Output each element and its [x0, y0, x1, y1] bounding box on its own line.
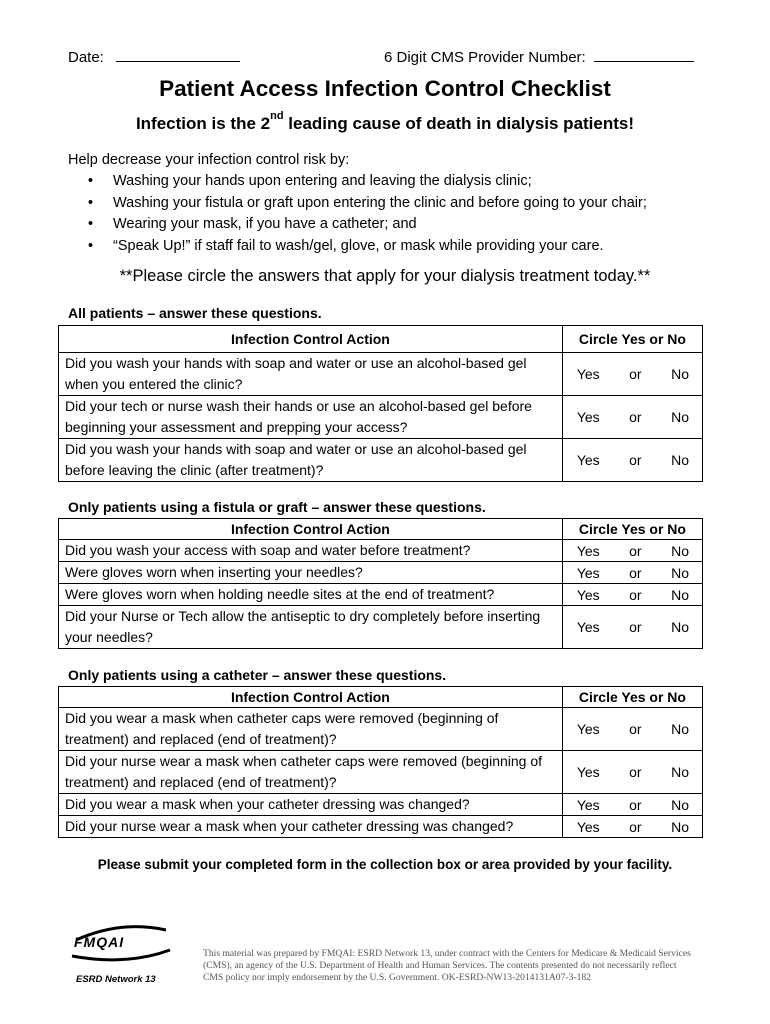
- yes-option[interactable]: Yes: [576, 586, 600, 603]
- question-text: Did you wash your hands with soap and water or use an alcohol-based gel when you entered the clinic?: [59, 353, 563, 396]
- table-row: [59, 540, 703, 562]
- question-text: Were gloves worn when inserting your needles?: [59, 562, 563, 584]
- list-item: [88, 171, 647, 193]
- yes-option[interactable]: Yes: [576, 818, 600, 835]
- or-text: or: [629, 542, 642, 559]
- section-heading-all-patients: All patients – answer these questions.: [68, 305, 322, 321]
- table-row: [59, 794, 703, 816]
- or-text: or: [629, 586, 642, 603]
- column-header-answer: Circle Yes or No: [562, 326, 702, 353]
- cms-provider-field[interactable]: [384, 47, 694, 66]
- page-title: Patient Access Infection Control Checklist: [159, 76, 611, 101]
- no-option[interactable]: No: [671, 586, 689, 603]
- bullet-icon: •: [88, 173, 94, 189]
- bullet-icon: •: [88, 194, 94, 211]
- or-text: or: [629, 564, 642, 581]
- column-header-answer: Circle Yes or No: [562, 687, 702, 708]
- help-intro: Help decrease your infection control risk by:: [68, 152, 350, 168]
- bullet-icon: •: [88, 216, 94, 232]
- yes-option[interactable]: Yes: [576, 619, 600, 635]
- list-item-text: Wearing your mask, if you have a catheter; and: [113, 216, 417, 232]
- table-row: [59, 584, 703, 606]
- all-patients-table: [58, 325, 703, 482]
- answer-cell: [562, 816, 702, 838]
- page-subtitle: [0, 110, 770, 134]
- yes-option[interactable]: Yes: [576, 796, 600, 813]
- cms-provider-label: 6 Digit CMS Provider Number:: [384, 49, 586, 66]
- fmqai-logo: [66, 920, 176, 990]
- subtitle-start: Infection is the 2: [135, 114, 271, 133]
- answer-cell: [562, 562, 702, 584]
- cms-provider-blank[interactable]: [594, 47, 694, 62]
- list-item: [88, 193, 647, 215]
- list-item: [88, 236, 647, 258]
- date-label: Date:: [68, 49, 104, 66]
- yes-option[interactable]: Yes: [576, 409, 600, 425]
- yes-option[interactable]: Yes: [576, 564, 600, 581]
- yes-option[interactable]: Yes: [576, 366, 600, 382]
- or-text: or: [629, 764, 642, 780]
- column-header-action: Infection Control Action: [59, 687, 563, 708]
- table-row: [59, 708, 703, 751]
- table-header-row: [59, 687, 703, 708]
- subtitle-end: leading cause of death in dialysis patients!: [283, 114, 635, 133]
- table-row: [59, 396, 703, 439]
- table-row: [59, 751, 703, 794]
- column-header-action: Infection Control Action: [59, 326, 563, 353]
- list-item-text: Washing your hands upon entering and leaving the dialysis clinic;: [113, 173, 532, 189]
- answer-cell: [562, 708, 702, 751]
- question-text: Did you wash your access with soap and water before treatment?: [59, 540, 563, 562]
- logo-wordmark: FMQAI: [74, 934, 125, 950]
- answer-cell: [562, 540, 702, 562]
- no-option[interactable]: No: [671, 721, 689, 737]
- table-row: [59, 606, 703, 649]
- date-blank[interactable]: [116, 47, 240, 62]
- list-item-text: Washing your fistula or graft upon entering the clinic and before going to your chair;: [113, 194, 647, 211]
- disclaimer-text: This material was prepared by FMQAI: ESRD Network 13, under contract with the Centers for Medicare & Medicaid Services (CMS), an agency of the U.S. Department of Health and Human Services. The contents presented do not necessarily reflect CMS policy nor imply endorsement by the U.S. Government. OK-ESRD-NW13-2014131A07-3-182: [203, 948, 691, 983]
- question-text: Did you wash your hands with soap and water or use an alcohol-based gel before leaving the clinic (after treatment)?: [59, 439, 563, 482]
- or-text: or: [629, 409, 642, 425]
- no-option[interactable]: No: [671, 764, 689, 780]
- list-item-text: “Speak Up!” if staff fail to wash/gel, glove, or mask while providing your care.: [113, 237, 604, 254]
- table-row: [59, 562, 703, 584]
- answer-cell: [562, 584, 702, 606]
- no-option[interactable]: No: [671, 409, 689, 425]
- yes-option[interactable]: Yes: [576, 764, 600, 780]
- or-text: or: [629, 721, 642, 737]
- submit-note: Please submit your completed form in the collection box or area provided by your facility.: [97, 857, 673, 872]
- or-text: or: [629, 452, 642, 468]
- circle-instruction: **Please circle the answers that apply for your dialysis treatment today.**: [119, 267, 651, 285]
- or-text: or: [629, 818, 642, 835]
- no-option[interactable]: No: [671, 564, 689, 581]
- no-option[interactable]: No: [671, 796, 689, 813]
- answer-cell: [562, 606, 702, 649]
- form-header: [68, 47, 704, 67]
- yes-option[interactable]: Yes: [576, 542, 600, 559]
- question-text: Were gloves worn when holding needle sites at the end of treatment?: [59, 584, 563, 606]
- yes-option[interactable]: Yes: [576, 452, 600, 468]
- or-text: or: [629, 796, 642, 813]
- answer-cell: [562, 794, 702, 816]
- yes-option[interactable]: Yes: [576, 721, 600, 737]
- no-option[interactable]: No: [671, 366, 689, 382]
- no-option[interactable]: No: [671, 619, 689, 635]
- question-text: Did you wear a mask when your catheter dressing was changed?: [59, 794, 563, 816]
- section-heading-fistula-graft: Only patients using a fistula or graft – answer these questions.: [68, 499, 486, 515]
- no-option[interactable]: No: [671, 452, 689, 468]
- answer-cell: [562, 396, 702, 439]
- section-heading-catheter: Only patients using a catheter – answer these questions.: [68, 667, 447, 683]
- question-text: Did your Nurse or Tech allow the antiseptic to dry completely before inserting your needles?: [59, 606, 563, 649]
- table-header-row: [59, 519, 703, 540]
- table-row: [59, 353, 703, 396]
- question-text: Did your nurse wear a mask when your catheter dressing was changed?: [59, 816, 563, 838]
- or-text: or: [629, 366, 642, 382]
- answer-cell: [562, 751, 702, 794]
- catheter-table: [58, 686, 703, 838]
- question-text: Did you wear a mask when catheter caps were removed (beginning of treatment) and replaced (end of treatment)?: [59, 708, 563, 751]
- question-text: Did your tech or nurse wash their hands or use an alcohol-based gel before beginning your assessment and prepping your access?: [59, 396, 563, 439]
- column-header-action: Infection Control Action: [59, 519, 563, 540]
- column-header-answer: Circle Yes or No: [562, 519, 702, 540]
- fistula-graft-table: [58, 518, 703, 649]
- subtitle-superscript: nd: [270, 110, 284, 122]
- question-text: Did your nurse wear a mask when catheter caps were removed (beginning of treatment) and replaced (end of treatment)?: [59, 751, 563, 794]
- date-field[interactable]: [68, 47, 240, 66]
- answer-cell: [562, 353, 702, 396]
- table-row: [59, 439, 703, 482]
- answer-cell: [562, 439, 702, 482]
- table-row: [59, 816, 703, 838]
- list-item: [88, 214, 647, 236]
- or-text: or: [629, 619, 642, 635]
- no-option[interactable]: No: [671, 542, 689, 559]
- logo-network: ESRD Network 13: [76, 974, 156, 985]
- no-option[interactable]: No: [671, 818, 689, 835]
- risk-tips-list: [88, 171, 647, 257]
- bullet-icon: •: [88, 237, 94, 254]
- table-header-row: [59, 326, 703, 353]
